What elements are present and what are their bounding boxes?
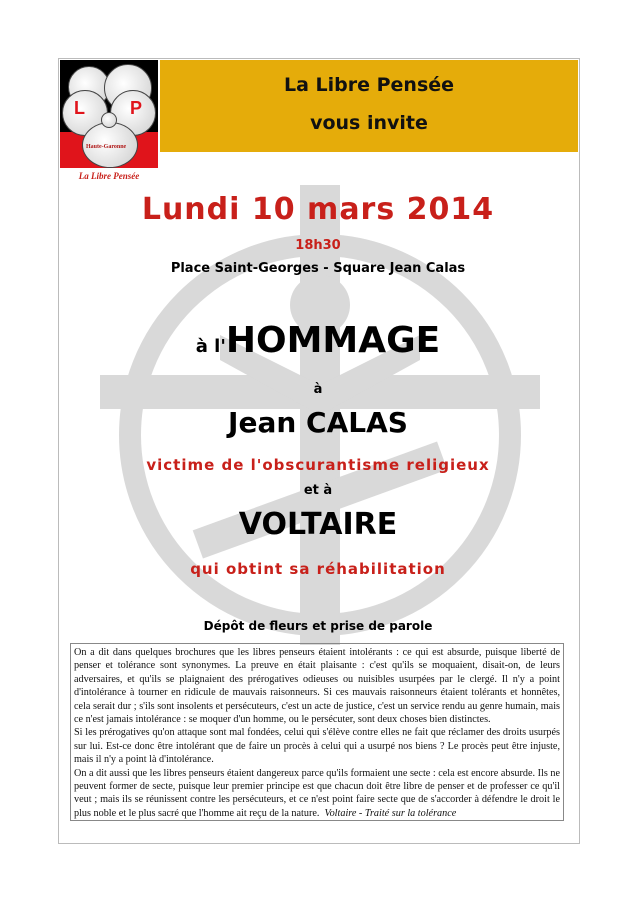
event-date: Lundi 10 mars 2014 <box>141 192 495 227</box>
person-voltaire: VOLTAIRE <box>238 507 398 542</box>
event-place: Place Saint-Georges - Square Jean Calas <box>170 261 466 276</box>
voltaire-description: qui obtint sa réhabilitation <box>190 560 446 578</box>
header-banner <box>160 60 578 152</box>
tribute-title: à l'HOMMAGE <box>195 320 441 361</box>
person-jean-calas: Jean CALAS <box>228 406 408 439</box>
tribute-a2: et à <box>303 483 333 498</box>
header-subtitle: vous invite <box>310 112 428 134</box>
tribute-a1: à <box>313 382 323 397</box>
header-title: La Libre Pensée <box>283 74 455 96</box>
activity: Dépôt de fleurs et prise de parole <box>203 619 433 633</box>
libre-pensee-logo: L P Haute-Garonne La Libre Pensée <box>60 60 158 184</box>
calas-description: victime de l'obscurantisme religieux <box>146 456 490 474</box>
quote-source: Voltaire - Traité sur la tolérance <box>324 807 457 819</box>
event-time: 18h30 <box>295 238 341 253</box>
voltaire-quote: On a dit dans quelques brochures que les libres penseurs étaient intolérants : ce qui est absurde, puisque liberté de penser et tolérance sont synonymes. La preuve en était plaisante : c'est qu'ils se moquaient, disait-on, de leurs adversaires, et qu'ils se plaignaient des prérogatives odieuses ou nuisibles usurpées par le clergé. Il n'y a point d'intolérance à tourner en ridicule de mauvais raisonneurs. Si ces mauvais raisonneurs étaient tolérants et honnêtes, cela serait dur ; s'ils sont insolents et persécuteurs, c'est un acte de justice, c'est un service rendu au genre humain, mais ce n'est jamais intolérance : se moquer d'un homme, ou le persécuter, sont deux choses bien distinctes. Si les prérogatives qu'on attaque sont mal fondées, celui qui s'élève contre elles ne fait que réclamer des droits usurpés sur lui. Est-ce donc être intolérant que de faire un procès à celui qui a usurpé nos biens ? Le procès peut être injuste, mais il n'y a point là d'intolérance. On a dit aussi que les libres penseurs étaient dangereux parce qu'ils formaient une secte : cela est encore absurde. Ils ne peuvent former de secte, puisque leur premier principe est que chacun doit être libre de penser et de professer ce qu'il veut ; mais ils se réunissent contre les persécuteurs, et ce n'est point faire secte que de s'accorder à défendre le droit le plus noble et le plus sacré que l'homme ait reçu de la nature. Voltaire - Traité sur la tolérance <box>70 643 564 821</box>
